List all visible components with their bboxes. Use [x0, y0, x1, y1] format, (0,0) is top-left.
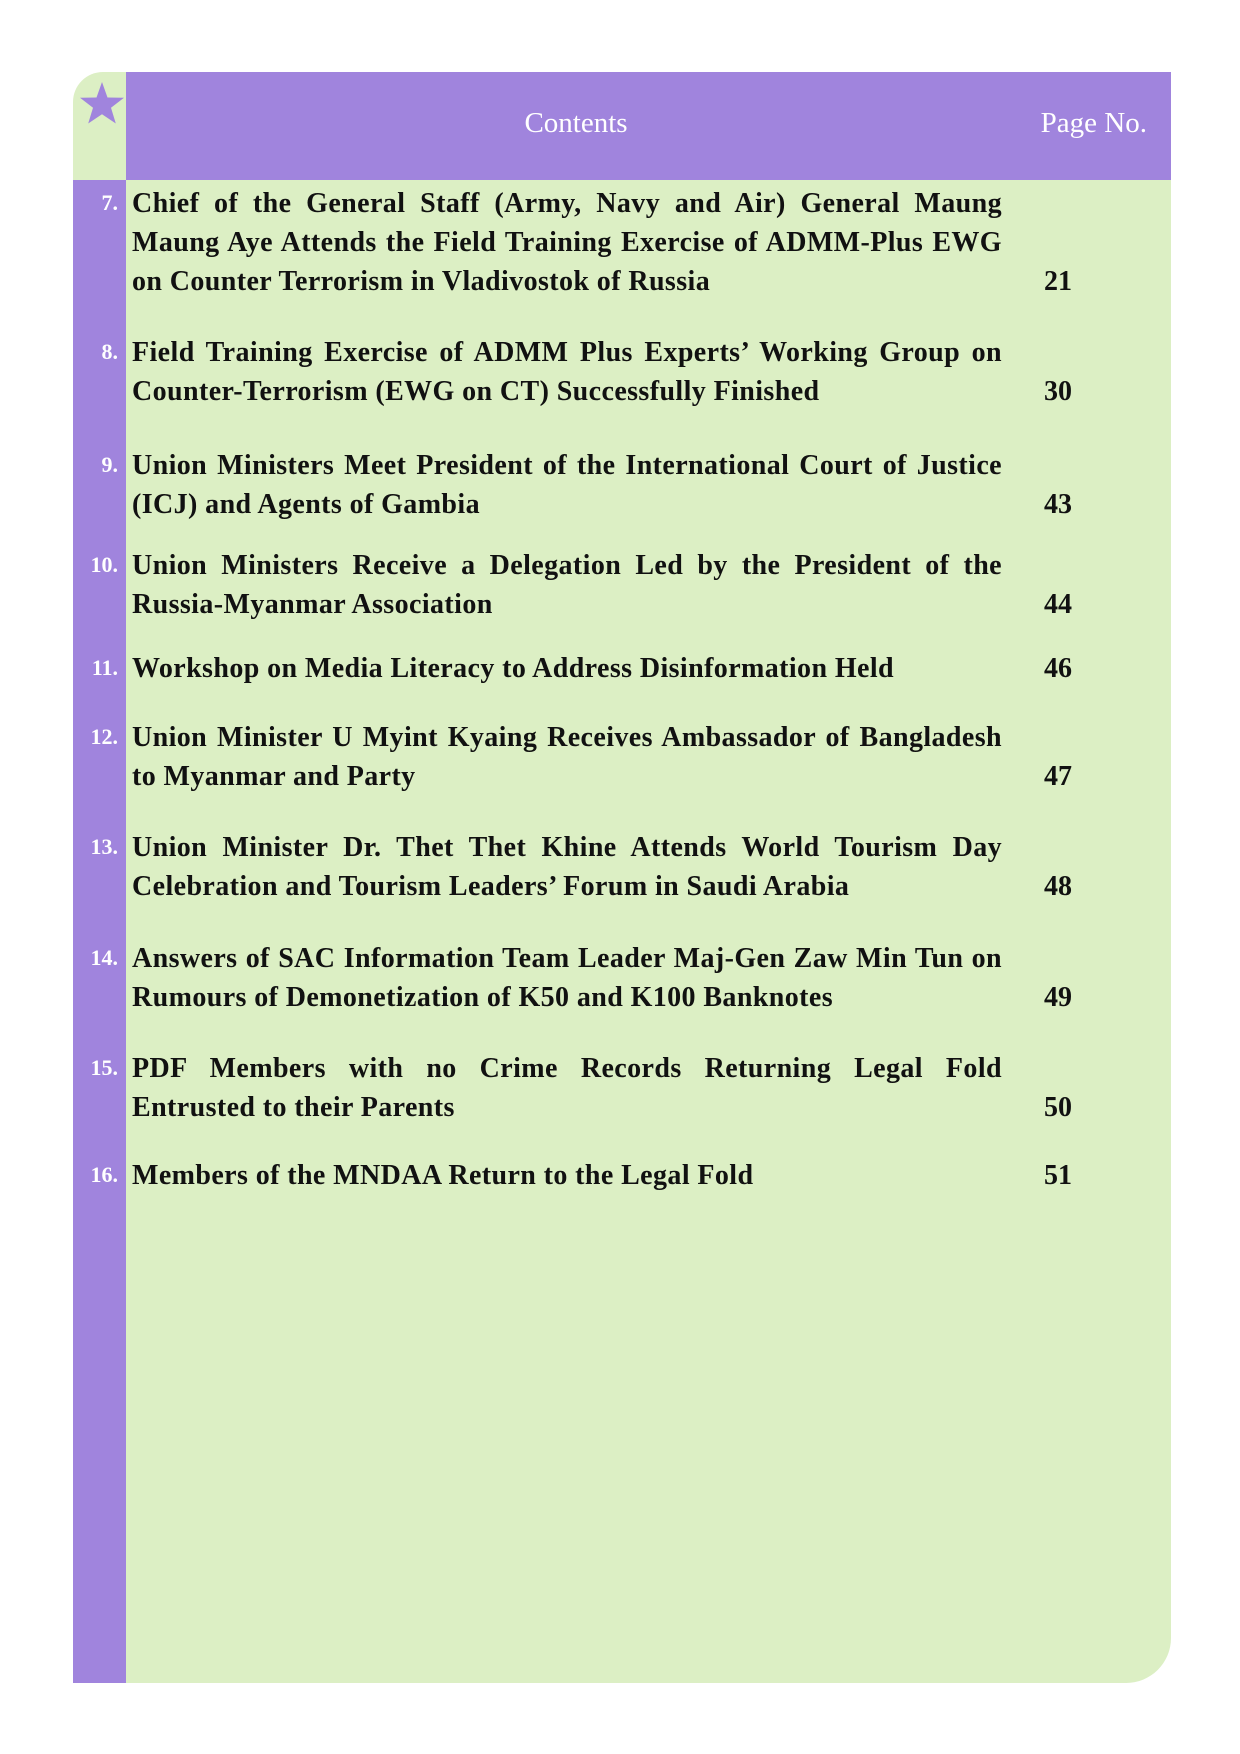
entry-title: Union Minister Dr. Thet Thet Khine Attends World Tourism Day Celebration and Tourism Leaders’ Forum in Saudi Arabia [132, 832, 1002, 902]
contents-header [126, 72, 1171, 180]
entry-number: 16. [90, 1162, 118, 1187]
entry-title: Workshop on Media Literacy to Address Disinformation Held [132, 653, 894, 684]
entry-page-number: 49 [1044, 982, 1072, 1013]
entry-title: Union Ministers Receive a Delegation Led by the President of the Russia-Myanmar Association [132, 550, 1002, 620]
entry-number: 9. [101, 452, 118, 477]
entry-page-number: 51 [1044, 1160, 1072, 1191]
entry-page-number: 46 [1044, 653, 1072, 684]
entry-page-number: 47 [1044, 761, 1072, 792]
contents-heading: Contents [524, 107, 628, 139]
entry-title: Field Training Exercise of ADMM Plus Experts’ Working Group on Counter-Terrorism (EWG on CT) Successfully Finished [132, 337, 1002, 407]
contents-panel [73, 72, 1171, 1683]
entry-number: 15. [90, 1055, 118, 1080]
entry-page-number: 30 [1044, 376, 1072, 407]
entry-title: PDF Members with no Crime Records Returning Legal Fold Entrusted to their Parents [132, 1053, 1002, 1123]
entry-number: 14. [90, 945, 118, 970]
entry-number: 7. [101, 190, 118, 215]
left-stripe [73, 180, 126, 1683]
entry-number: 12. [90, 724, 118, 749]
entry-title: Union Minister U Myint Kyaing Receives Ambassador of Bangladesh to Myanmar and Party [132, 722, 1002, 792]
entry-number: 13. [90, 834, 118, 859]
entry-title: Union Ministers Meet President of the International Court of Justice (ICJ) and Agents of Gambia [132, 450, 1002, 520]
star-icon [79, 80, 125, 126]
entry-title: Members of the MNDAA Return to the Legal Fold [132, 1160, 754, 1191]
entry-page-number: 43 [1044, 489, 1072, 520]
entry-number: 11. [91, 655, 118, 680]
entry-page-number: 50 [1044, 1092, 1072, 1123]
entry-number: 8. [101, 339, 118, 364]
entry-page-number: 44 [1044, 589, 1072, 620]
entry-title: Answers of SAC Information Team Leader Maj-Gen Zaw Min Tun on Rumours of Demonetization of K50 and K100 Banknotes [132, 943, 1002, 1013]
entry-number: 10. [90, 552, 118, 577]
page-number-heading: Page No. [1040, 107, 1147, 139]
entry-page-number: 48 [1044, 871, 1072, 902]
entry-title: Chief of the General Staff (Army, Navy and Air) General Maung Maung Aye Attends the Field Training Exercise of ADMM-Plus EWG on Counter Terrorism in Vladivostok of Russia [132, 188, 1002, 297]
entry-page-number: 21 [1044, 266, 1072, 297]
